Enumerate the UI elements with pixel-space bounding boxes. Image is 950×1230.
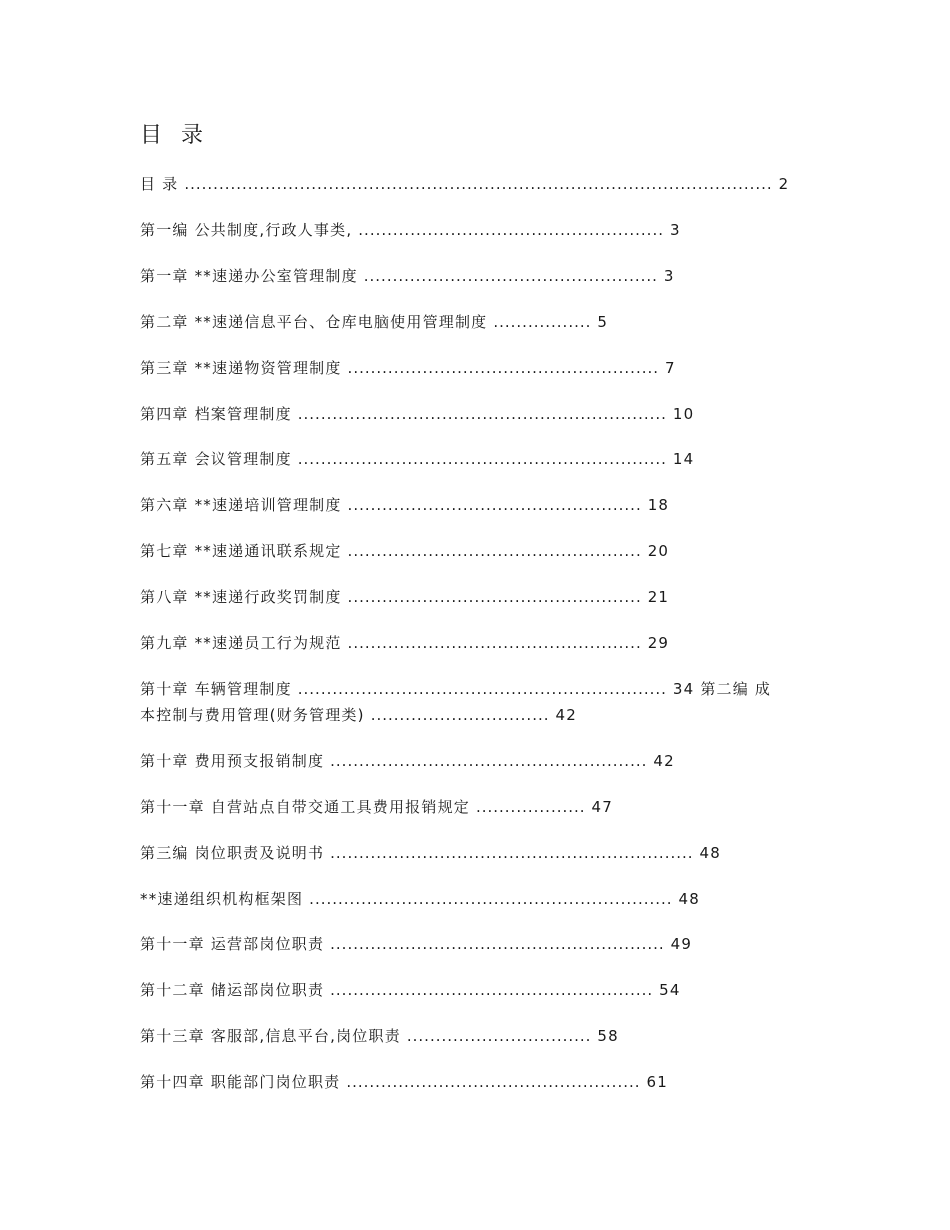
toc-page-number: 10: [672, 405, 695, 423]
toc-page-number: 49: [670, 935, 693, 953]
toc-leader-dots: ......................................................................................................: [184, 175, 773, 193]
toc-leader-dots: ................................................................: [297, 450, 667, 468]
toc-entry[interactable]: [140, 795, 613, 819]
toc-entry-title: 第十章 费用预支报销制度: [140, 752, 325, 770]
toc-entry[interactable]: [140, 310, 608, 334]
toc-entry[interactable]: [140, 447, 694, 471]
toc-entry-title: 第十一章 自营站点自带交通工具费用报销规定: [140, 798, 470, 816]
toc-page-number: 29: [647, 634, 670, 652]
toc-leader-dots: ...............................................................: [330, 844, 694, 862]
toc-entry[interactable]: [140, 631, 669, 655]
toc-entry[interactable]: [140, 585, 669, 609]
toc-entry-title: 第二章 **速递信息平台、仓库电脑使用管理制度: [140, 313, 488, 331]
toc-page-number: 47: [591, 798, 614, 816]
toc-leader-dots: ................................: [406, 1027, 592, 1045]
toc-leader-dots: ................................................................: [297, 405, 667, 423]
toc-page-number: 61: [646, 1073, 668, 1091]
toc-entry[interactable]: [140, 218, 681, 242]
toc-entry-title: 第五章 会议管理制度: [140, 450, 292, 468]
toc-entry-title: 第七章 **速递通讯联系规定: [140, 542, 342, 560]
toc-entry-title: 第一编 公共制度,行政人事类,: [140, 221, 353, 239]
toc-entry-title: 第十三章 客服部,信息平台,岗位职责: [140, 1027, 401, 1045]
toc-entry[interactable]: [140, 1024, 619, 1048]
toc-entry-title: 第三章 **速递物资管理制度: [140, 359, 342, 377]
toc-page-number: 48: [699, 844, 721, 862]
toc-entry[interactable]: [140, 402, 694, 426]
toc-entry[interactable]: [140, 749, 675, 773]
toc-page-number: 42: [555, 706, 577, 724]
toc-leader-dots: ......................................................: [347, 359, 660, 377]
toc-page-number: 48: [678, 890, 701, 908]
toc-page-number: 42: [653, 752, 675, 770]
toc-page-number: 21: [647, 588, 670, 606]
toc-entry[interactable]: [140, 1070, 668, 1094]
toc-page-number: 5: [597, 313, 609, 331]
toc-entry[interactable]: [140, 841, 721, 865]
toc-leader-dots: ...............................................................: [309, 890, 673, 908]
toc-entry[interactable]: [140, 172, 789, 196]
toc-leader-dots: ........................................................: [330, 981, 654, 999]
toc-page-number: 58: [597, 1027, 619, 1045]
toc-entry-title: 第四章 档案管理制度: [140, 405, 292, 423]
toc-leader-dots: ...................................................: [347, 542, 642, 560]
toc-leader-dots: .......................................................: [330, 752, 648, 770]
toc-leader-dots: .....................................................: [358, 221, 664, 239]
toc-entry-title-continued: 第二编 成: [700, 680, 772, 698]
toc-entry-title: 目 录: [140, 175, 179, 193]
toc-entry-title: 第十章 车辆管理制度: [140, 680, 292, 698]
toc-entry-title: 第一章 **速递办公室管理制度: [140, 267, 358, 285]
page-title: 目 录: [140, 123, 209, 148]
toc-entry-title: 第九章 **速递员工行为规范: [140, 634, 342, 652]
toc-leader-dots: ...................................................: [347, 496, 642, 514]
toc-entry[interactable]: [140, 887, 700, 911]
toc-page-number: 34: [672, 680, 695, 698]
toc-entry[interactable]: [140, 264, 675, 288]
toc-entry[interactable]: [140, 493, 669, 517]
toc-entry[interactable]: [140, 703, 577, 727]
toc-entry-title: 第六章 **速递培训管理制度: [140, 496, 342, 514]
toc-page-number: 14: [672, 450, 695, 468]
toc-entry-title: **速递组织机构框架图: [140, 890, 304, 908]
toc-entry-title: 第三编 岗位职责及说明书: [140, 844, 325, 862]
toc-page-number: 3: [669, 221, 681, 239]
toc-leader-dots: ...................: [475, 798, 586, 816]
toc-page-number: 7: [665, 359, 676, 377]
toc-page-number: 20: [647, 542, 670, 560]
toc-page-number: 54: [659, 981, 681, 999]
toc-page-number: 2: [778, 175, 790, 193]
toc-leader-dots: ...................................................: [346, 1073, 641, 1091]
toc-leader-dots: ...................................................: [347, 634, 642, 652]
toc-leader-dots: ...................................................: [363, 267, 658, 285]
toc-page-number: 18: [647, 496, 670, 514]
toc-entry[interactable]: [140, 978, 681, 1002]
toc-entry-title: 第十一章 运营部岗位职责: [140, 935, 325, 953]
toc-leader-dots: ...............................: [370, 706, 550, 724]
toc-leader-dots: ..........................................................: [330, 935, 665, 953]
toc-leader-dots: ...................................................: [347, 588, 642, 606]
toc-entry[interactable]: [140, 932, 692, 956]
toc-entry-title: 第十二章 储运部岗位职责: [140, 981, 325, 999]
toc-leader-dots: ................................................................: [297, 680, 667, 698]
toc-entry[interactable]: [140, 356, 676, 380]
toc-entry[interactable]: [140, 539, 669, 563]
toc-entry[interactable]: [140, 677, 771, 701]
toc-leader-dots: .................: [493, 313, 592, 331]
toc-entry-title: 第十四章 职能部门岗位职责: [140, 1073, 341, 1091]
toc-page-number: 3: [663, 267, 675, 285]
toc-entry-title: 第八章 **速递行政奖罚制度: [140, 588, 342, 606]
toc-entry-title: 本控制与费用管理(财务管理类): [140, 706, 365, 724]
